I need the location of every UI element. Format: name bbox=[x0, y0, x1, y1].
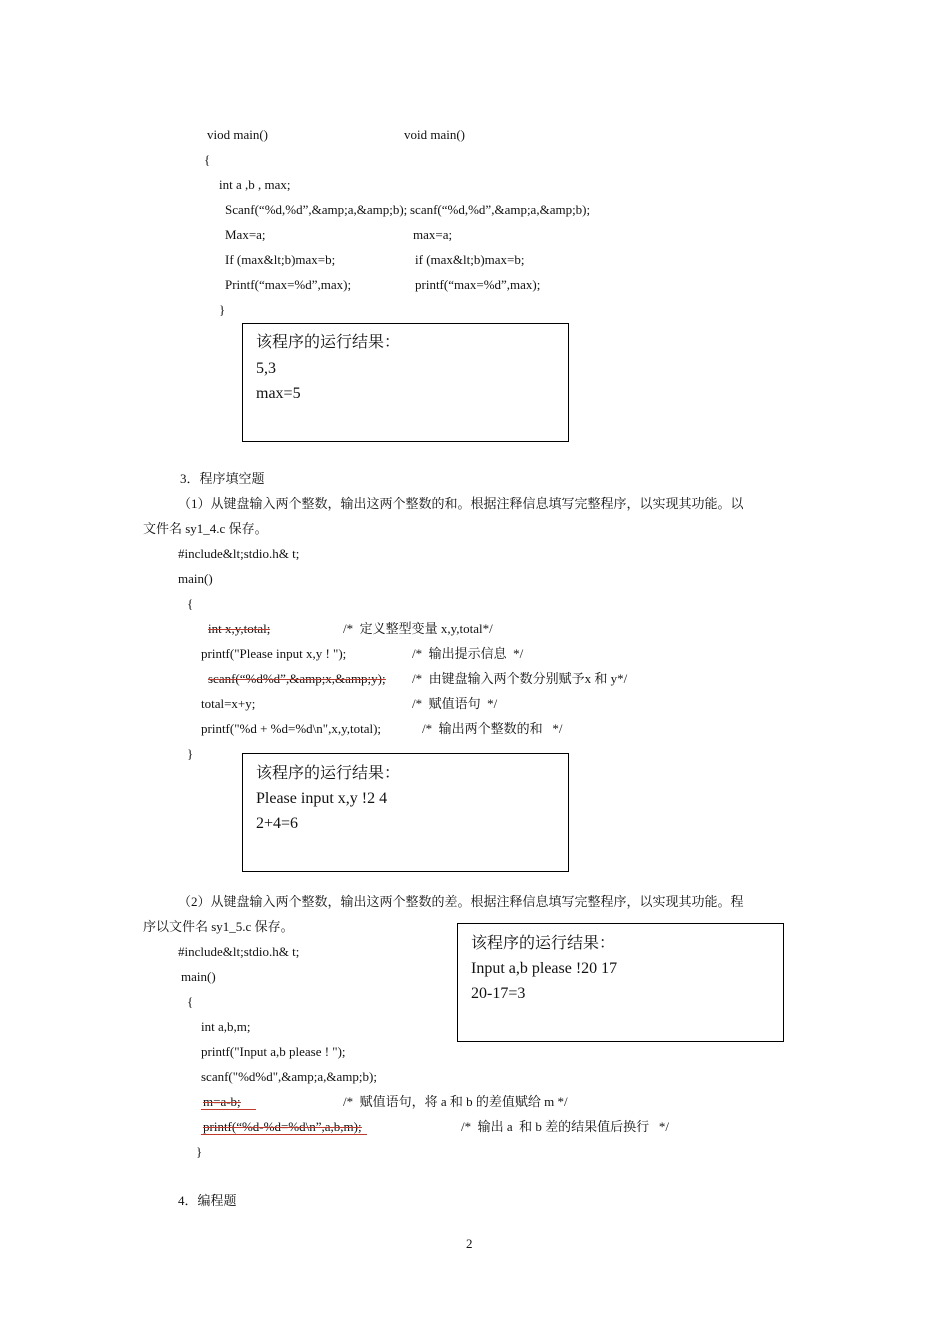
left-brace-close: } bbox=[219, 302, 226, 317]
left-scanf: Scanf(“%d,%d”,&amp;a,&amp;b); bbox=[225, 202, 408, 217]
q2-description-line: 序以文件名 sy1_5.c 保存。 bbox=[143, 919, 294, 934]
right-scanf: scanf(“%d,%d”,&amp;a,&amp;b); bbox=[410, 202, 591, 217]
result-line: Please input x,y !2 4 bbox=[256, 790, 388, 807]
result-line: 2+4=6 bbox=[256, 815, 299, 832]
left-if: If (max&lt;b)max=b; bbox=[225, 252, 336, 267]
q1-description-line: 文件名 sy1_4.c 保存。 bbox=[143, 521, 268, 536]
q1-printf-comment: /* 输出提示信息 */ bbox=[412, 646, 524, 661]
result-line: 5,3 bbox=[256, 360, 276, 377]
result-line: Input a,b please !20 17 bbox=[471, 960, 618, 977]
result-line: max=5 bbox=[256, 385, 301, 402]
q1-printf: printf("Please input x,y ! "); bbox=[201, 646, 347, 661]
section-heading: 3．程序填空题 bbox=[180, 471, 265, 486]
q2-include: #include&lt;stdio.h& t; bbox=[178, 944, 300, 959]
q1-main: main() bbox=[178, 571, 213, 586]
right-if: if (max&lt;b)max=b; bbox=[415, 252, 525, 267]
q1-brace-close: } bbox=[187, 746, 194, 761]
result-title: 该程序的运行结果： bbox=[256, 334, 401, 351]
left-main-header: viod main() bbox=[207, 127, 269, 142]
q1-output: printf("%d + %d=%d\n",x,y,total); bbox=[201, 721, 382, 736]
q2-answer-output bbox=[201, 1119, 367, 1135]
q1-brace-open: { bbox=[187, 596, 194, 611]
left-assign: Max=a; bbox=[225, 227, 266, 242]
page-number: 2 bbox=[466, 1236, 473, 1251]
result-title: 该程序的运行结果： bbox=[256, 765, 401, 782]
q2-output-blank bbox=[201, 1119, 367, 1135]
q2-output-comment: /* 输出 a 和 b 差的结果值后换行 */ bbox=[461, 1119, 669, 1134]
result-title: 该程序的运行结果： bbox=[471, 935, 616, 952]
q2-printf: printf("Input a,b please ! "); bbox=[201, 1044, 346, 1059]
q1-answer-scanf bbox=[208, 671, 386, 687]
result-box-compare bbox=[242, 323, 569, 442]
q2-brace-close: } bbox=[196, 1144, 203, 1159]
left-declaration: int a ,b , max; bbox=[219, 177, 291, 192]
q1-scanf-comment: /* 由键盘输入两个数分别赋予x 和 y*/ bbox=[412, 671, 628, 686]
q1-decl-comment: /* 定义整型变量 x,y,total*/ bbox=[343, 621, 493, 636]
q2-brace-open: { bbox=[187, 994, 194, 1009]
q2-decl: int a,b,m; bbox=[201, 1019, 251, 1034]
q2-assign-comment: /* 赋值语句，将 a 和 b 的差值赋给 m */ bbox=[343, 1094, 568, 1109]
q1-include: #include&lt;stdio.h& t; bbox=[178, 546, 300, 561]
left-printf: Printf(“max=%d”,max); bbox=[225, 277, 352, 292]
q1-answer-decl bbox=[208, 621, 270, 637]
q1-assign-comment: /* 赋值语句 */ bbox=[412, 696, 498, 711]
q2-assign-code: m=a-b; bbox=[203, 1094, 241, 1109]
left-brace-open: { bbox=[204, 152, 211, 167]
q2-main: main() bbox=[181, 969, 216, 984]
q1-description-line: （1）从键盘输入两个整数，输出这两个整数的和。根据注释信息填写完整程序，以实现其功能。以 bbox=[178, 496, 744, 511]
q1-decl-code: int x,y,total; bbox=[208, 621, 271, 636]
q1-scanf-code: scanf(“%d%d”,&amp;x,&amp;y); bbox=[208, 671, 386, 686]
result-line: 20-17=3 bbox=[471, 985, 526, 1002]
q1-output-comment: /* 输出两个整数的和 */ bbox=[422, 721, 563, 736]
q1-assign: total=x+y; bbox=[201, 696, 256, 711]
section-heading: 4．编程题 bbox=[178, 1193, 237, 1208]
right-assign: max=a; bbox=[413, 227, 453, 242]
right-main-header: void main() bbox=[404, 127, 466, 142]
result-box-q1 bbox=[242, 753, 569, 872]
result-box-q2 bbox=[457, 923, 784, 1042]
q2-answer-assign bbox=[201, 1094, 256, 1110]
q2-output-code: printf(“%d-%d=%d\n”,a,b,m); bbox=[203, 1119, 362, 1134]
q2-scanf: scanf("%d%d",&amp;a,&amp;b); bbox=[201, 1069, 377, 1084]
q2-description-line: （2）从键盘输入两个整数，输出这两个整数的差。根据注释信息填写完整程序，以实现其功能。程 bbox=[178, 894, 744, 909]
right-printf: printf(“max=%d”,max); bbox=[415, 277, 541, 292]
q2-assign-blank bbox=[201, 1094, 256, 1110]
